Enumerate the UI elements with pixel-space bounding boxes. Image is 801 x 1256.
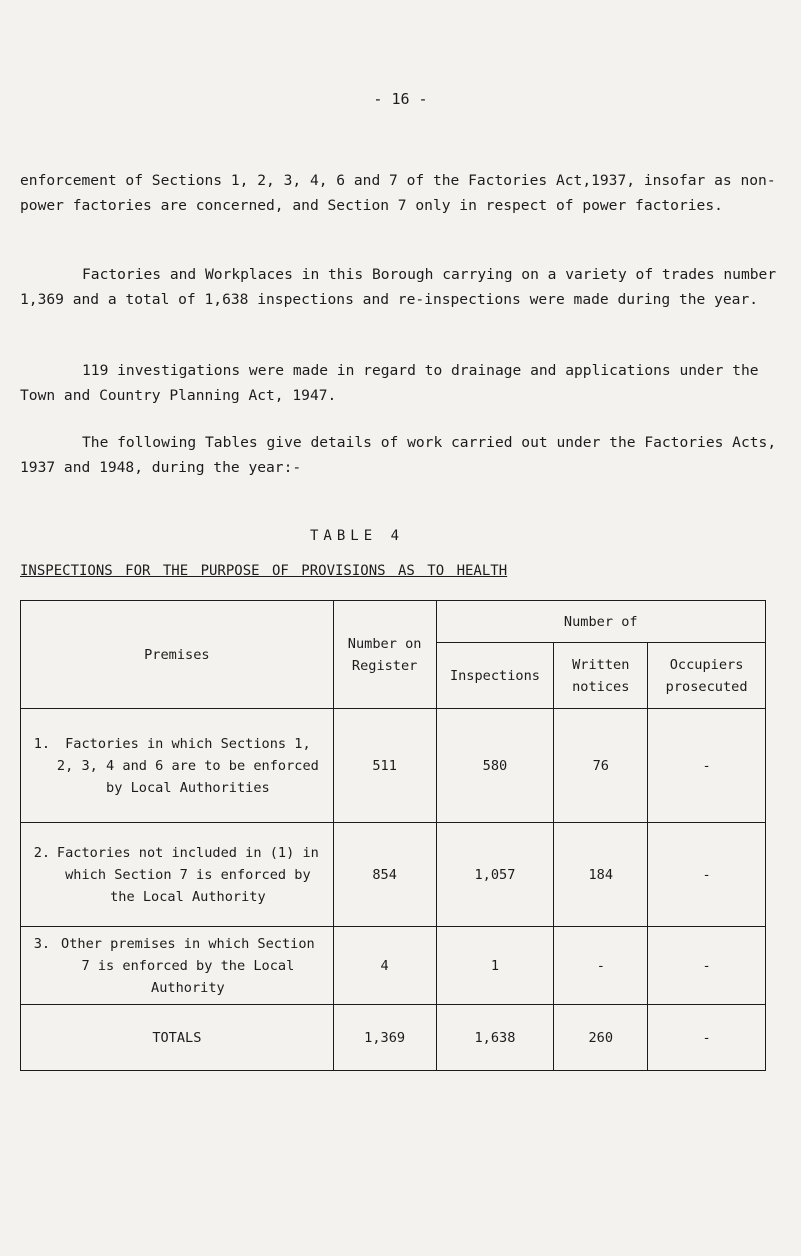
paragraph-investigations: 119 investigations were made in regard to drainage and applications under the Town and Country Planning Act, 1947. — [20, 362, 759, 404]
register-cell: 511 — [333, 709, 436, 823]
premises-cell — [21, 927, 334, 1005]
premises-text: Factories in which Sections 1, 2, 3, 4 and 6 are to be enforced by Local Authorities — [56, 735, 319, 796]
header-number-of: Number of — [436, 601, 765, 643]
table-title: TABLE 4 — [310, 528, 405, 544]
totals-notices: 260 — [554, 1005, 648, 1071]
inspections-cell: 1,057 — [436, 823, 554, 927]
table-row — [21, 927, 766, 1005]
table-row — [21, 709, 766, 823]
register-cell: 854 — [333, 823, 436, 927]
premises-text: Other premises in which Section 7 is enforced by the Local Authority — [61, 935, 315, 996]
totals-register: 1,369 — [333, 1005, 436, 1071]
premises-cell — [21, 823, 334, 927]
row-number: 3. — [33, 935, 51, 952]
totals-prosecuted: - — [648, 1005, 766, 1071]
premises-cell — [21, 709, 334, 823]
page-number: - 16 - — [373, 90, 428, 108]
premises-text: Factories not included in (1) in which Section 7 is enforced by the Local Authority — [56, 844, 319, 905]
prosecuted-cell: - — [648, 709, 766, 823]
prosecuted-cell: - — [648, 927, 766, 1005]
table-heading: INSPECTIONS FOR THE PURPOSE OF PROVISIONS AS TO HEALTH — [20, 563, 508, 579]
table-row — [21, 823, 766, 927]
header-premises: Premises — [21, 601, 334, 709]
notices-cell: 184 — [554, 823, 648, 927]
prosecuted-cell: - — [648, 823, 766, 927]
inspections-cell: 1 — [436, 927, 554, 1005]
register-cell: 4 — [333, 927, 436, 1005]
paragraph-following-tables: The following Tables give details of work carried out under the Factories Acts, 1937 and 1948, during the year:- — [20, 434, 777, 476]
table-header-row — [21, 601, 766, 643]
header-inspections: Inspections — [436, 643, 554, 709]
row-number: 2. — [33, 844, 51, 861]
header-written-notices: Written notices — [554, 643, 648, 709]
inspections-cell: 580 — [436, 709, 554, 823]
header-number-on-register: Number on Register — [333, 601, 436, 709]
paragraph-factories-workplaces: Factories and Workplaces in this Borough carrying on a variety of trades number 1,369 and a total of 1,638 inspections and re-inspections were made during the year. — [20, 266, 777, 308]
header-occupiers-prosecuted: Occupiers prosecuted — [648, 643, 766, 709]
totals-label: TOTALS — [21, 1005, 334, 1071]
totals-inspections: 1,638 — [436, 1005, 554, 1071]
row-number: 1. — [33, 735, 51, 752]
notices-cell: - — [554, 927, 648, 1005]
paragraph-enforcement: enforcement of Sections 1, 2, 3, 4, 6 and 7 of the Factories Act,1937, insofar as non-power factories are concerned, and Section 7 only in respect of power factories. — [20, 172, 776, 214]
inspections-table — [20, 600, 766, 1071]
totals-row — [21, 1005, 766, 1071]
notices-cell: 76 — [554, 709, 648, 823]
